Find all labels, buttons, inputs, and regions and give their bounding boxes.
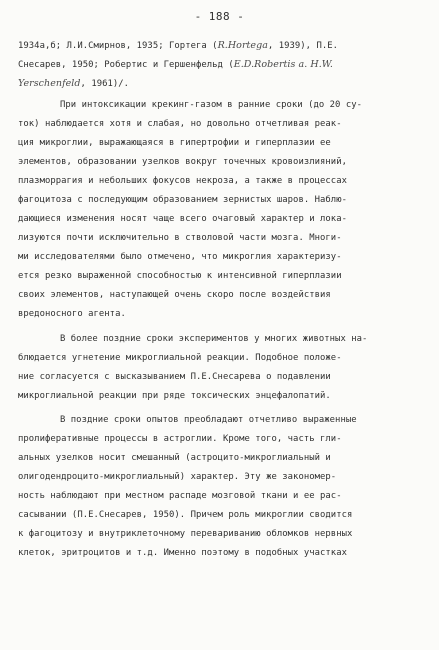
- text-line: микроглиальной реакции при ряде токсических энцефалопатий.: [18, 391, 331, 401]
- text-line: плазморрагия и небольших фокусов некроза, а также в процессах: [18, 176, 347, 186]
- text-line: лизуются почти исключительно в стволовой части мозга. Многи-: [18, 233, 342, 243]
- text-line: блюдается угнетение микроглиальной реакции. Подобное положе-: [18, 353, 342, 363]
- text-line: ется резко выраженной способностью к интенсивной гиперплазии: [18, 271, 342, 281]
- text-line: альных узелков носит смешанный (астроцито-микроглиальный и: [18, 453, 331, 463]
- text-line: В более поздние сроки экспериментов у многих животных на-: [60, 334, 368, 344]
- text-line: вредоносного агента.: [18, 309, 126, 319]
- text-line: элементов, образовании узелков вокруг точечных кровоизлияний,: [18, 157, 347, 167]
- text-line: При интоксикации крекинг-газом в ранние сроки (до 20 су-: [60, 100, 363, 110]
- text-line: клеток, эритроцитов и т.д. Именно поэтому в подобных участках: [18, 548, 347, 558]
- reference-line: [18, 40, 425, 52]
- reference-line: [18, 59, 425, 71]
- text-segment: 1934а,б; Л.И.Смирнов, 1935; Гортега (: [18, 41, 218, 51]
- handwritten-name: R.Hortega: [217, 40, 268, 51]
- text-line: ми исследователями было отмечено, что микроглия характеризу-: [18, 252, 342, 262]
- text-line: В поздние сроки опытов преобладают отчетливо выраженные: [60, 415, 357, 425]
- text-line: фагоцитоза с последующим образованием зернистых шаров. Наблю-: [18, 195, 347, 205]
- text-line: дающиеся изменения носят чаще всего очаговый характер и лока-: [18, 214, 347, 224]
- text-line: своих элементов, наступающей очень скоро после воздействия: [18, 290, 331, 300]
- handwritten-name: Yerschenfeld: [18, 78, 81, 89]
- text-segment: , 1961)/.: [80, 79, 130, 89]
- text-line: пролиферативные процессы в астроглии. Кроме того, часть гли-: [18, 434, 342, 444]
- text-line: к фагоцитозу и внутриклеточному перевариванию обломков нервных: [18, 529, 353, 539]
- text-segment: Снесарев, 1950; Робертис и Гершенфельд (: [18, 60, 234, 70]
- handwritten-name: E.D.Robertis a. H.W.: [233, 59, 333, 70]
- text-segment: , 1939), П.Е.: [267, 41, 339, 51]
- text-line: ция микроглии, выражающаяся в гипертрофии и гиперплазии ее: [18, 138, 331, 148]
- text-line: ность наблюдают при местном распаде мозговой ткани и ее рас-: [18, 491, 342, 501]
- reference-line: [18, 78, 425, 90]
- text-line: олигодендроцито-микроглиальный) характер. Эту же закономер-: [18, 472, 337, 482]
- text-line: ние согласуется с высказыванием П.Е.Снесарева о подавлении: [18, 372, 331, 382]
- text-line: сасывании (П.Е.Снесарев, 1950). Причем роль микроглии сводится: [18, 510, 353, 520]
- page-number: - 188 -: [194, 10, 245, 23]
- text-line: ток) наблюдается хотя и слабая, но довольно отчетливая реак-: [18, 119, 342, 129]
